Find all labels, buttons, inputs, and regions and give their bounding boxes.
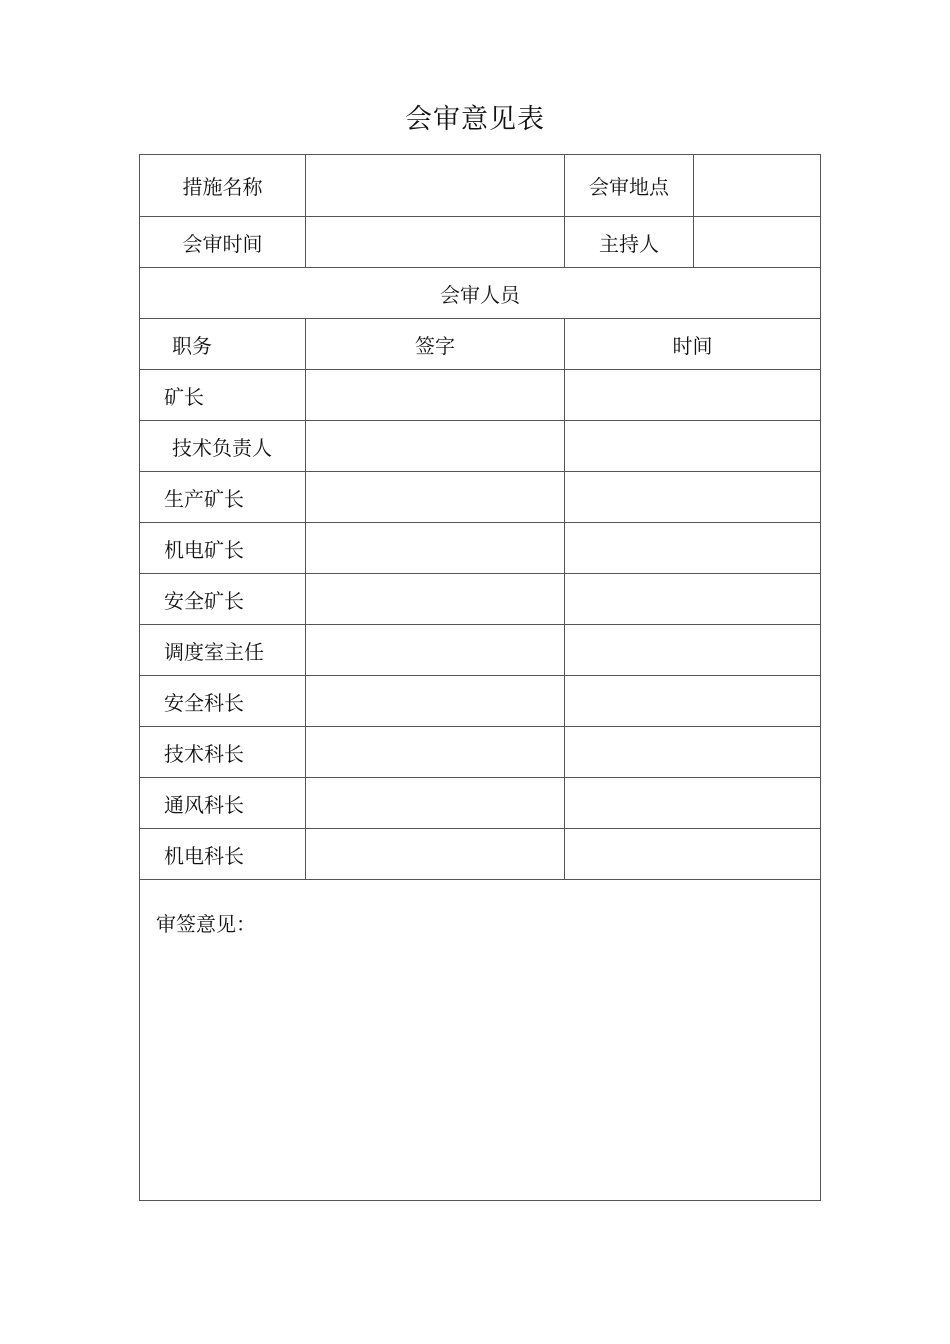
page-title: 会审意见表 <box>405 104 545 135</box>
location-field[interactable] <box>694 155 821 217</box>
signature-field[interactable] <box>306 829 565 880</box>
table-row <box>140 676 821 727</box>
time-field[interactable] <box>565 829 821 880</box>
host-field[interactable] <box>694 217 821 268</box>
time-field[interactable] <box>565 778 821 829</box>
signature-field[interactable] <box>306 676 565 727</box>
table-row <box>140 523 821 574</box>
position-cell: 机电矿长 <box>140 523 306 574</box>
time-host-row <box>140 217 821 268</box>
column-header-time: 时间 <box>565 319 821 370</box>
position-cell: 技术科长 <box>140 727 306 778</box>
table-row <box>140 421 821 472</box>
table-row <box>140 778 821 829</box>
opinion-area[interactable] <box>140 880 821 1201</box>
time-field[interactable] <box>565 421 821 472</box>
position-cell: 调度室主任 <box>140 625 306 676</box>
position-cell: 机电科长 <box>140 829 306 880</box>
personnel-header-row <box>140 319 821 370</box>
time-field[interactable] <box>565 523 821 574</box>
review-form-table <box>139 154 821 1201</box>
table-row <box>140 472 821 523</box>
host-label: 主持人 <box>565 217 694 268</box>
position-cell: 安全矿长 <box>140 574 306 625</box>
measure-row <box>140 155 821 217</box>
signature-field[interactable] <box>306 574 565 625</box>
position-cell: 安全科长 <box>140 676 306 727</box>
time-field[interactable] <box>565 625 821 676</box>
table-row <box>140 574 821 625</box>
signature-field[interactable] <box>306 472 565 523</box>
time-field[interactable] <box>565 727 821 778</box>
signature-field[interactable] <box>306 370 565 421</box>
position-cell: 技术负责人 <box>140 421 306 472</box>
table-row <box>140 727 821 778</box>
table-row <box>140 370 821 421</box>
time-field[interactable] <box>565 370 821 421</box>
review-time-label: 会审时间 <box>140 217 306 268</box>
column-header-signature: 签字 <box>306 319 565 370</box>
signature-field[interactable] <box>306 778 565 829</box>
table-row <box>140 625 821 676</box>
signature-field[interactable] <box>306 727 565 778</box>
opinion-row <box>140 880 821 1201</box>
signature-field[interactable] <box>306 625 565 676</box>
personnel-section-row <box>140 268 821 319</box>
signature-field[interactable] <box>306 523 565 574</box>
position-cell: 生产矿长 <box>140 472 306 523</box>
measure-name-label: 措施名称 <box>140 155 306 217</box>
column-header-position: 职务 <box>140 319 306 370</box>
position-cell: 通风科长 <box>140 778 306 829</box>
time-field[interactable] <box>565 676 821 727</box>
time-field[interactable] <box>565 574 821 625</box>
measure-name-field[interactable] <box>306 155 565 217</box>
opinion-label: 审签意见： <box>156 912 256 936</box>
location-label: 会审地点 <box>565 155 694 217</box>
personnel-section-title: 会审人员 <box>140 268 821 319</box>
position-cell: 矿长 <box>140 370 306 421</box>
review-time-field[interactable] <box>306 217 565 268</box>
signature-field[interactable] <box>306 421 565 472</box>
time-field[interactable] <box>565 472 821 523</box>
table-row <box>140 829 821 880</box>
